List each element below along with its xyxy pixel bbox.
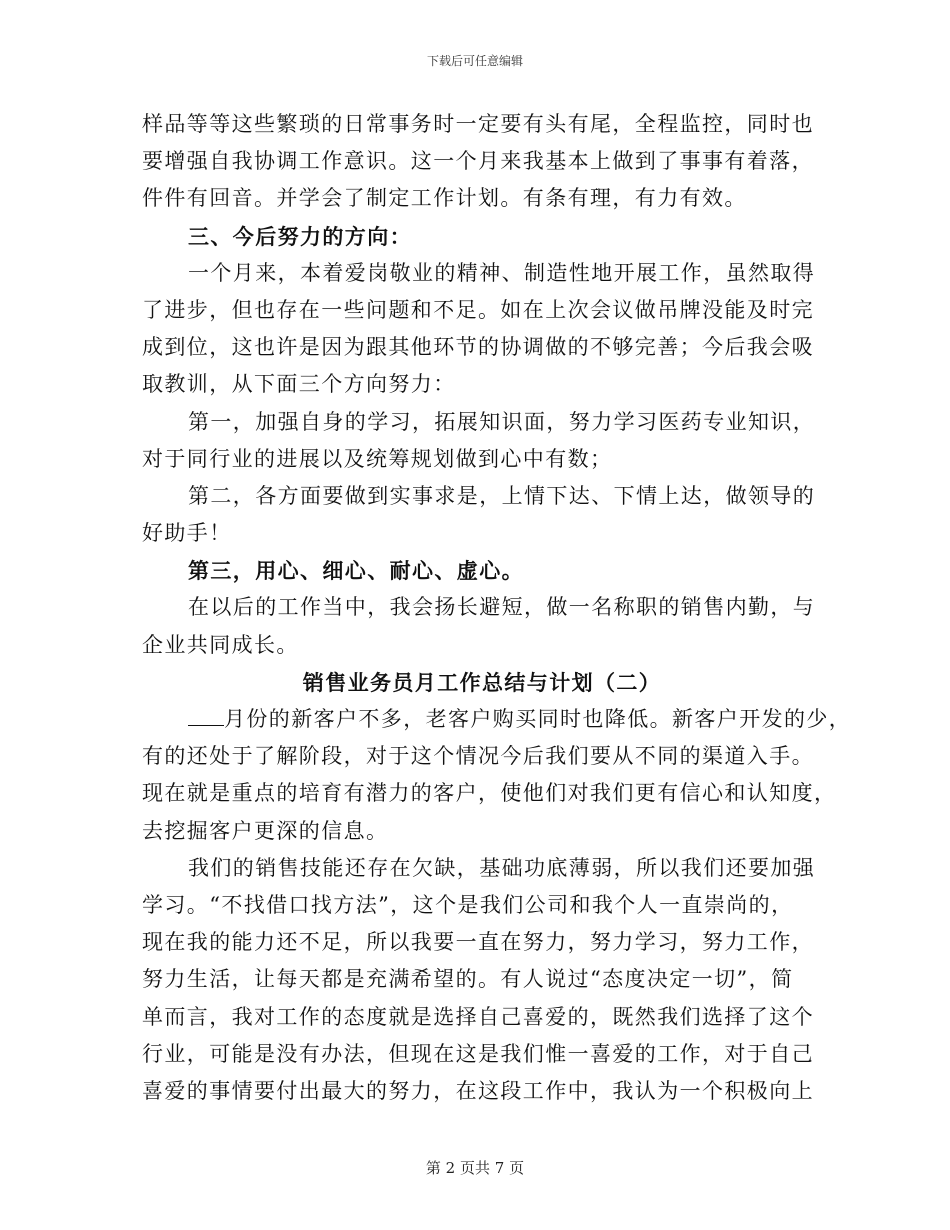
paragraph-line: 我们的销售技能还存在欠缺，基础功底薄弱，所以我们还要加强	[188, 855, 816, 880]
page-header: 下载后可任意编辑	[426, 54, 523, 68]
paragraph-line: 有的还处于了解阶段，对于这个情况今后我们要从不同的渠道入手。	[142, 744, 814, 769]
paragraph-line: 一个月来，本着爱岗敬业的精神、制造性地开展工作，虽然取得	[188, 260, 816, 285]
paragraph-line: 了进步，但也存在一些问题和不足。如在上次会议做吊牌没能及时完	[142, 297, 814, 322]
paragraph-line: 现在就是重点的培育有潜力的客户，使他们对我们更有信心和认知度，	[142, 781, 837, 806]
paragraph-text: 月份的新客户不多，老客户购买同时也降低。新客户开发的少，	[224, 707, 852, 731]
paragraph-line: 在以后的工作当中，我会扬长避短，做一名称职的销售内勤，与	[188, 595, 816, 620]
paragraph-line: 第二，各方面要做到实事求是，上情下达、下情上达，做领导的	[188, 483, 816, 508]
paragraph-line: 现在我的能力还不足，所以我要一直在努力，努力学习，努力工作，	[142, 930, 814, 955]
paragraph-line: 第一，加强自身的学习，拓展知识面，努力学习医药专业知识，	[188, 409, 816, 434]
paragraph-line: 企业共同成长。	[142, 632, 299, 657]
paragraph-line: 学习。“不找借口找方法”，这个是我们公司和我个人一直崇尚的，	[142, 892, 794, 917]
paragraph-line: 要增强自我协调工作意识。这一个月来我基本上做到了事事有着落，	[142, 149, 814, 174]
paragraph-line: 去挖掘客户更深的信息。	[142, 818, 389, 843]
document-body	[142, 106, 852, 1110]
paragraph-line: 努力生活，让每天都是充满希望的。有人说过“态度决定一切”，简	[142, 967, 794, 992]
paragraph-line: 行业，可能是没有办法，但现在这是我们惟一喜爱的工作，对于自己	[142, 1041, 814, 1066]
document-title: 销售业务员月工作总结与计划（二）	[302, 669, 662, 695]
page-footer: 第 2 页共 7 页	[425, 1159, 525, 1177]
paragraph-line: 对于同行业的进展以及统筹规划做到心中有数；	[142, 446, 613, 471]
paragraph-line	[142, 701, 852, 738]
paragraph-line: 好助手！	[142, 521, 232, 546]
paragraph-line: 单而言，我对工作的态度就是选择自己喜爱的，既然我们选择了这个	[142, 1004, 814, 1029]
paragraph-line: 取教训，从下面三个方向努力：	[142, 372, 456, 397]
section-heading: 三、今后努力的方向：	[188, 223, 412, 249]
paragraph-line: 成到位，这也许是因为跟其他环节的协调做的不够完善；今后我会吸	[142, 335, 814, 360]
paragraph-line: 样品等等这些繁琐的日常事务时一定要有头有尾，全程监控，同时也	[142, 112, 814, 136]
paragraph-line: 件件有回音。并学会了制定工作计划。有条有理，有力有效。	[142, 186, 747, 211]
section-heading: 第三，用心、细心、耐心、虚心。	[188, 558, 524, 584]
paragraph-line: 喜爱的事情要付出最大的努力，在这段工作中，我认为一个积极向上	[142, 1078, 814, 1103]
blank-fill-line	[188, 701, 224, 726]
